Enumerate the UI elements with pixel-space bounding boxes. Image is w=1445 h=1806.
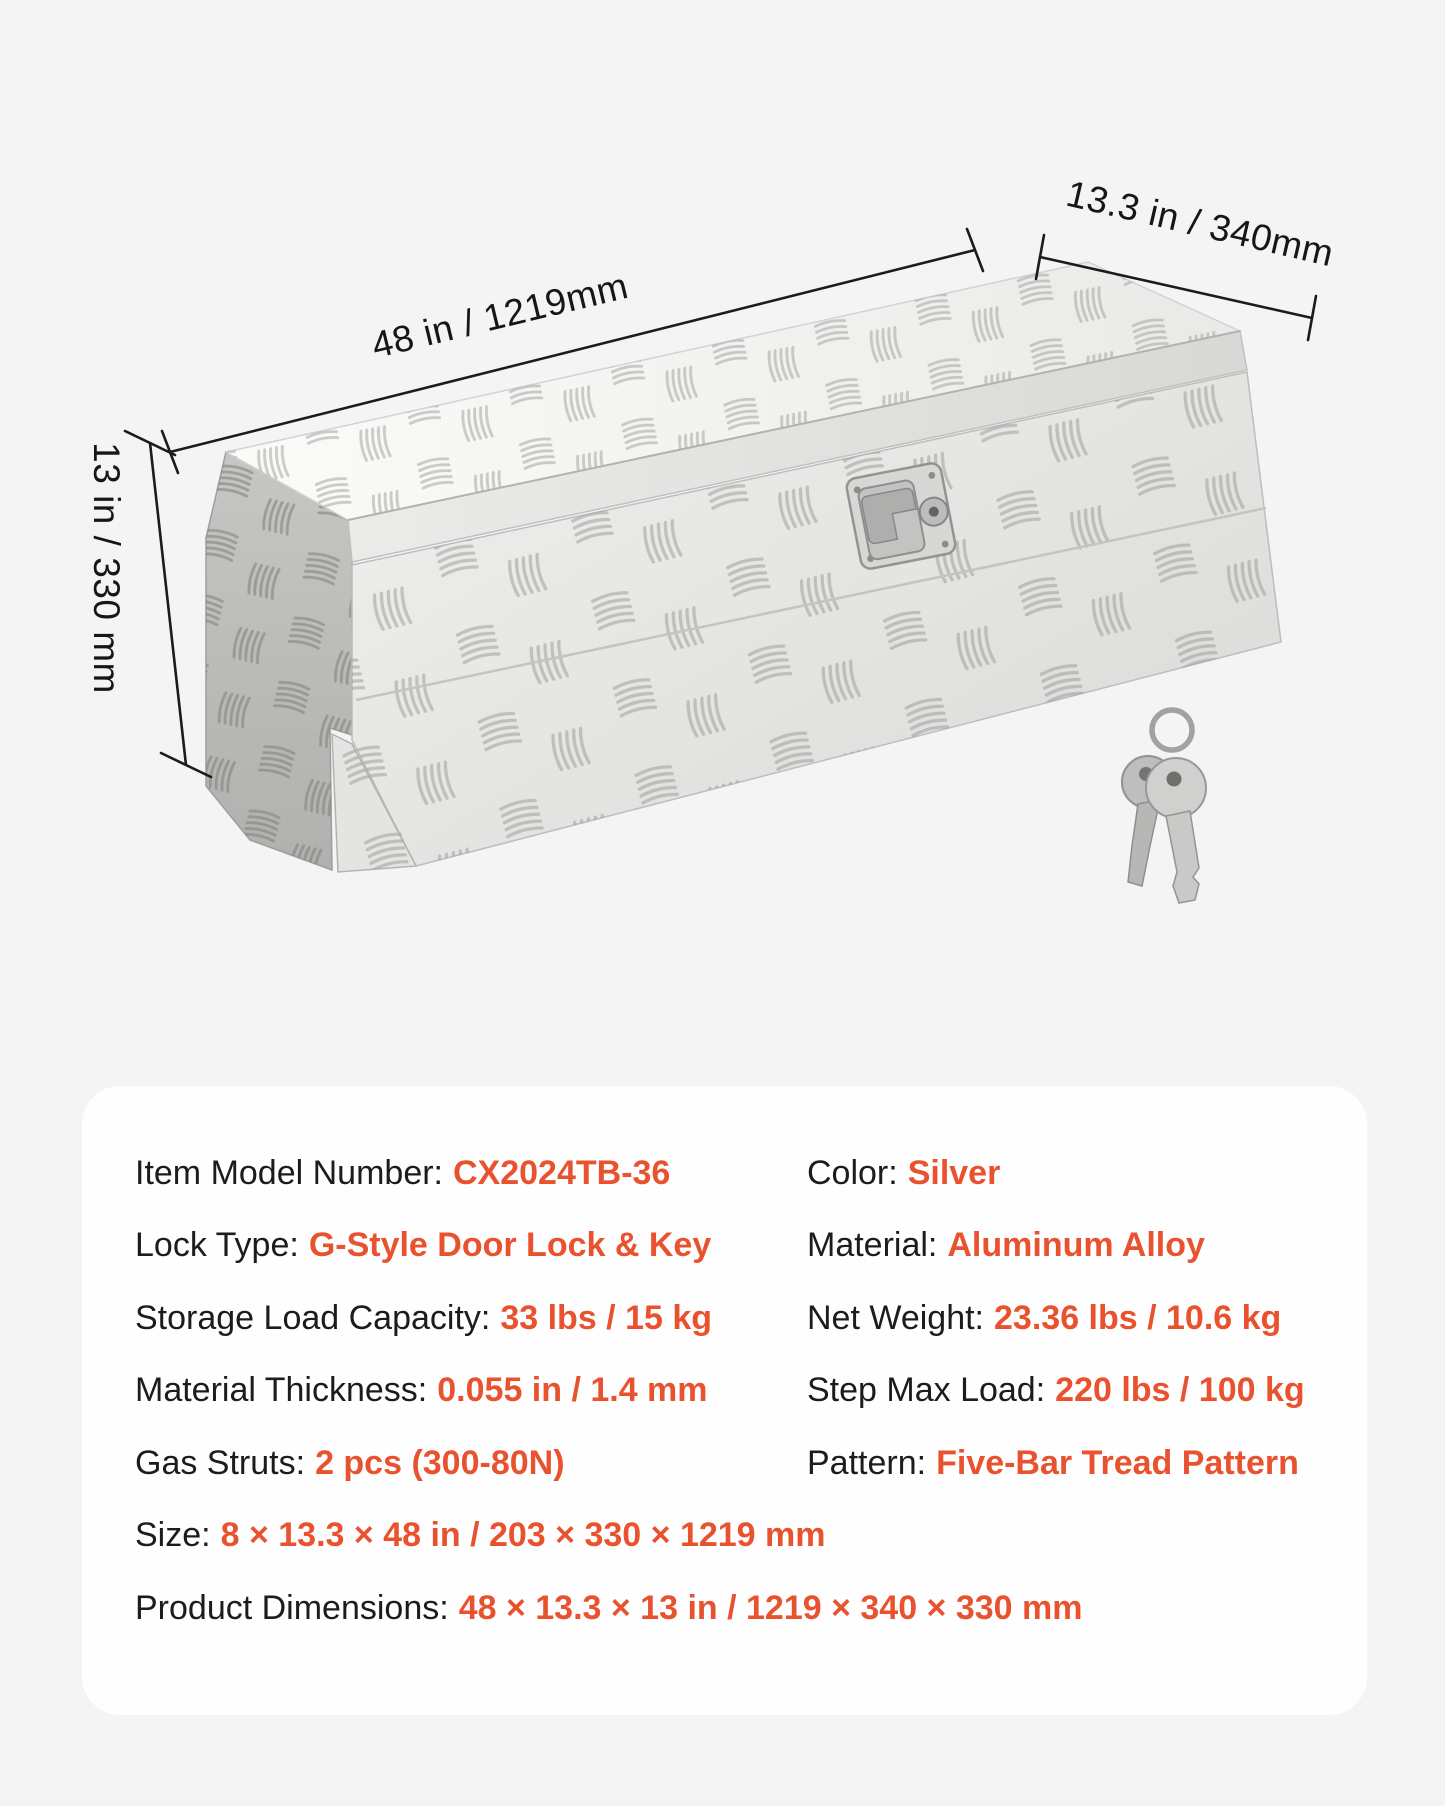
lock-icon [845, 462, 957, 571]
spec-item [807, 1442, 1299, 1484]
spec-row [135, 1442, 1327, 1484]
spec-item [807, 1369, 1305, 1411]
spec-item [135, 1152, 807, 1194]
spec-row [135, 1297, 1327, 1339]
spec-value: 8 × 13.3 × 48 in / 203 × 330 × 1219 mm [220, 1516, 826, 1554]
spec-value: 220 lbs / 100 kg [1055, 1371, 1305, 1409]
spec-label: Step Max Load: [807, 1371, 1046, 1409]
spec-row [135, 1369, 1327, 1411]
specs-panel [82, 1086, 1367, 1715]
spec-row [135, 1224, 1327, 1266]
spec-value: 2 pcs (300-80N) [315, 1444, 565, 1482]
spec-item [135, 1587, 1083, 1629]
toolbox-left-face [206, 452, 352, 870]
spec-row [135, 1514, 1327, 1556]
spec-item [135, 1514, 826, 1556]
dimension-line-height [125, 431, 211, 777]
spec-label: Net Weight: [807, 1299, 985, 1337]
spec-row [135, 1152, 1327, 1194]
spec-value: Silver [907, 1154, 1001, 1192]
spec-label: Product Dimensions: [135, 1589, 449, 1627]
spec-label: Item Model Number: [135, 1154, 443, 1192]
spec-value: G-Style Door Lock & Key [308, 1226, 712, 1264]
spec-item [135, 1224, 807, 1266]
spec-label: Color: [807, 1154, 898, 1192]
spec-label: Pattern: [807, 1444, 927, 1482]
spec-item [807, 1152, 1000, 1194]
spec-label: Lock Type: [135, 1226, 299, 1264]
spec-value: Aluminum Alloy [947, 1226, 1205, 1264]
spec-label: Material Thickness: [135, 1371, 428, 1409]
spec-value: 33 lbs / 15 kg [500, 1299, 713, 1337]
dimension-label-depth: 13.3 in / 340mm [1062, 172, 1338, 275]
spec-item [135, 1369, 807, 1411]
dimension-label-length: 48 in / 1219mm [367, 264, 633, 367]
spec-value: 23.36 lbs / 10.6 kg [994, 1299, 1282, 1337]
spec-item [807, 1297, 1281, 1339]
spec-value: CX2024TB-36 [453, 1154, 671, 1192]
spec-value: 48 × 13.3 × 13 in / 1219 × 340 × 330 mm [458, 1589, 1083, 1627]
spec-label: Material: [807, 1226, 938, 1264]
spec-item [135, 1297, 807, 1339]
dimension-label-height: 13 in / 330 mm [86, 442, 127, 694]
spec-item [135, 1442, 807, 1484]
spec-value: Five-Bar Tread Pattern [936, 1444, 1299, 1482]
spec-item [807, 1224, 1205, 1266]
spec-label: Storage Load Capacity: [135, 1299, 491, 1337]
toolbox-illustration [206, 262, 1281, 903]
spec-row [135, 1587, 1327, 1629]
spec-label: Size: [135, 1516, 211, 1554]
keys-icon [1122, 710, 1206, 903]
spec-label: Gas Struts: [135, 1444, 306, 1482]
spec-value: 0.055 in / 1.4 mm [437, 1371, 708, 1409]
